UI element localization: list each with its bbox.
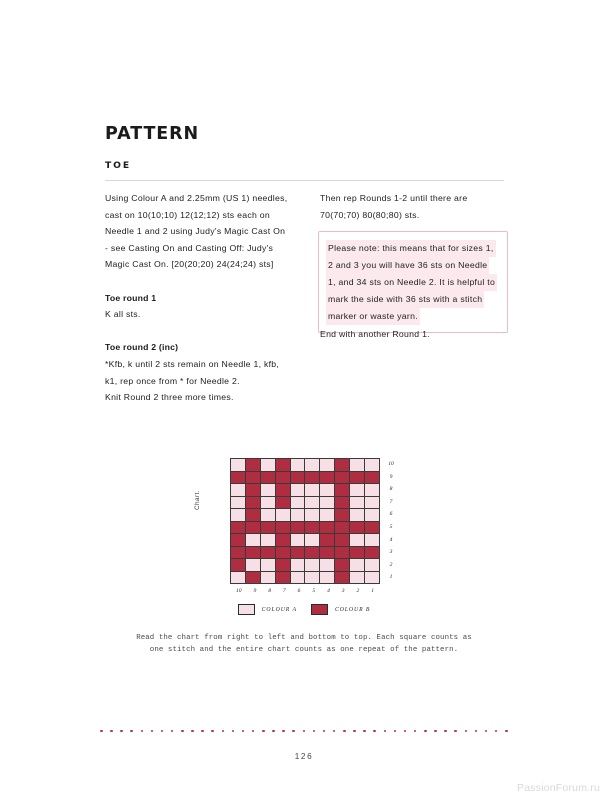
chart-cell xyxy=(365,472,379,484)
chart-cell xyxy=(335,572,349,584)
chart-cell xyxy=(261,522,275,534)
end-round-paragraph: End with another Round 1. xyxy=(320,329,430,339)
footer-dotted-divider xyxy=(100,729,508,733)
footer-dot xyxy=(252,730,255,733)
chart-cell xyxy=(231,497,245,509)
toe-round-2-heading: Toe round 2 (inc) xyxy=(105,342,179,353)
chart-row-number: 1 xyxy=(389,574,393,581)
footer-dot xyxy=(272,730,275,733)
legend-label-colour-a: COLOUR A xyxy=(261,606,297,613)
chart-cell xyxy=(350,534,364,546)
chart-cell xyxy=(231,559,245,571)
footer-dot xyxy=(110,730,113,733)
chart-cell xyxy=(246,509,260,521)
stitch-chart xyxy=(196,458,412,608)
chart-cell xyxy=(291,509,305,521)
chart-cell xyxy=(231,484,245,496)
footer-dot xyxy=(303,730,306,733)
chart-cell xyxy=(276,472,290,484)
chart-cell xyxy=(365,522,379,534)
chart-cell xyxy=(320,459,334,471)
chart-cell xyxy=(231,522,245,534)
chart-grid xyxy=(230,458,380,584)
footer-dot xyxy=(475,730,478,733)
chart-cell xyxy=(320,559,334,571)
footer-dot xyxy=(414,730,417,733)
chart-column-number: 3 xyxy=(341,588,345,595)
chart-column-number: 9 xyxy=(253,588,257,595)
chart-cell xyxy=(335,472,349,484)
section-heading-toe: TOE xyxy=(105,160,132,171)
footer-dot xyxy=(282,730,285,733)
chart-cell xyxy=(276,534,290,546)
chart-cell xyxy=(246,572,260,584)
chart-cell xyxy=(305,547,319,559)
toe-round-1-heading: Toe round 1 xyxy=(105,292,157,303)
chart-cell xyxy=(320,522,334,534)
left-text-column xyxy=(105,190,289,406)
end-round-paragraph-wrap xyxy=(320,326,504,343)
footer-dot xyxy=(353,730,356,733)
note-line: mark the side with 36 sts with a stitch xyxy=(326,291,484,308)
chart-cell xyxy=(276,559,290,571)
chart-cell xyxy=(350,522,364,534)
chart-row-number: 7 xyxy=(389,498,393,505)
legend-item-colour-a xyxy=(238,604,297,615)
chart-cell xyxy=(291,559,305,571)
chart-cell xyxy=(276,497,290,509)
chart-cell xyxy=(335,509,349,521)
chart-cell xyxy=(261,497,275,509)
chart-cell xyxy=(276,459,290,471)
chart-cell xyxy=(276,572,290,584)
footer-dot xyxy=(171,730,174,733)
chart-cell xyxy=(261,484,275,496)
chart-cell xyxy=(246,484,260,496)
footer-dot xyxy=(222,730,225,733)
chart-cell xyxy=(261,547,275,559)
legend-label-colour-b: COLOUR B xyxy=(334,606,371,613)
footer-dot xyxy=(384,730,387,733)
footer-dot xyxy=(151,730,154,733)
right-text-column xyxy=(320,190,504,223)
chart-cell xyxy=(365,497,379,509)
chart-cell xyxy=(231,459,245,471)
chart-cell xyxy=(350,497,364,509)
chart-cell xyxy=(320,547,334,559)
chart-row-number: 9 xyxy=(389,473,393,480)
footer-dot xyxy=(454,730,457,733)
footer-dot xyxy=(505,730,508,733)
chart-cell xyxy=(261,534,275,546)
chart-column-number: 4 xyxy=(327,588,330,595)
footer-dot xyxy=(444,730,447,733)
chart-cell xyxy=(246,547,260,559)
chart-cell xyxy=(261,559,275,571)
footer-dot xyxy=(232,730,235,733)
chart-axis-label: Chart. xyxy=(194,490,201,510)
chart-cell xyxy=(320,534,334,546)
footer-dot xyxy=(424,730,427,733)
chart-cell xyxy=(261,472,275,484)
toe-round-2-body: *Kfb, k until 2 sts remain on Needle 1, kfb, k1, rep once from * for Needle 2. xyxy=(105,358,280,386)
chart-cell xyxy=(350,459,364,471)
chart-cell xyxy=(291,572,305,584)
footer-dot xyxy=(313,730,316,733)
chart-cell xyxy=(276,522,290,534)
chart-row-number: 6 xyxy=(389,511,393,518)
page-number: 126 xyxy=(294,752,314,761)
chart-cell xyxy=(291,472,305,484)
footer-dot xyxy=(100,730,103,733)
chart-cell xyxy=(231,509,245,521)
chart-cell xyxy=(335,534,349,546)
chart-cell xyxy=(320,484,334,496)
chart-cell xyxy=(231,572,245,584)
chart-cell xyxy=(365,509,379,521)
note-line: marker or waste yarn. xyxy=(326,308,420,325)
footer-dot xyxy=(141,730,144,733)
chart-cell xyxy=(305,534,319,546)
chart-cell xyxy=(335,547,349,559)
chart-cell xyxy=(350,547,364,559)
toe-round-2-body-2: Knit Round 2 three more times. xyxy=(105,392,234,403)
footer-dot xyxy=(191,730,194,733)
chart-cell xyxy=(231,472,245,484)
chart-cell xyxy=(291,534,305,546)
chart-cell xyxy=(350,509,364,521)
chart-cell xyxy=(261,509,275,521)
footer-dot xyxy=(485,730,488,733)
chart-cell xyxy=(350,472,364,484)
chart-cell xyxy=(261,459,275,471)
colour-a-swatch-icon xyxy=(238,604,255,615)
colour-b-swatch-icon xyxy=(311,604,328,615)
footer-dot xyxy=(465,730,468,733)
heading-divider xyxy=(105,180,504,181)
page-title: PATTERN xyxy=(105,124,200,144)
toe-round-1-body: K all sts. xyxy=(105,309,141,320)
footer-dot xyxy=(211,730,214,733)
chart-cell xyxy=(335,522,349,534)
footer-dot xyxy=(292,730,295,733)
footer-dot xyxy=(161,730,164,733)
spacer xyxy=(105,323,289,340)
chart-cell xyxy=(276,547,290,559)
chart-cell xyxy=(291,522,305,534)
chart-cell xyxy=(276,509,290,521)
chart-caption: Read the chart from right to left and bottom to top. Each square counts as one stitch and the entire chart counts as one repeat of the pattern. xyxy=(136,634,472,654)
chart-column-number: 8 xyxy=(268,588,271,595)
footer-dot xyxy=(394,730,397,733)
footer-dot xyxy=(262,730,265,733)
chart-cell xyxy=(231,547,245,559)
chart-cell xyxy=(305,459,319,471)
chart-cell xyxy=(320,572,334,584)
chart-row-number: 4 xyxy=(389,536,393,543)
chart-row-number: 3 xyxy=(389,549,393,556)
chart-cell xyxy=(335,484,349,496)
chart-cell xyxy=(365,484,379,496)
note-line: Please note: this means that for sizes 1, xyxy=(326,240,496,257)
chart-row-number: 5 xyxy=(389,523,393,530)
footer-dot xyxy=(363,730,366,733)
footer-dot xyxy=(333,730,336,733)
chart-column-numbers xyxy=(230,585,380,598)
chart-cell xyxy=(335,459,349,471)
chart-cell xyxy=(350,484,364,496)
chart-cell xyxy=(365,559,379,571)
chart-cell xyxy=(335,497,349,509)
chart-row-number: 8 xyxy=(389,486,393,493)
chart-cell xyxy=(320,509,334,521)
chart-legend xyxy=(196,604,412,615)
please-note-box xyxy=(318,231,508,333)
footer-dot xyxy=(181,730,184,733)
chart-cell xyxy=(291,497,305,509)
chart-cell xyxy=(246,497,260,509)
chart-column-number: 7 xyxy=(282,588,286,595)
chart-row-number: 10 xyxy=(388,461,394,467)
chart-column-number: 10 xyxy=(235,588,242,595)
footer-dot xyxy=(495,730,498,733)
chart-cell xyxy=(365,534,379,546)
chart-row-numbers xyxy=(384,458,398,584)
chart-column-number: 5 xyxy=(312,588,316,595)
chart-cell xyxy=(246,559,260,571)
chart-cell xyxy=(246,534,260,546)
chart-cell xyxy=(305,472,319,484)
chart-cell xyxy=(365,459,379,471)
footer-dot xyxy=(373,730,376,733)
chart-cell xyxy=(305,572,319,584)
footer-dot xyxy=(242,730,245,733)
chart-cell xyxy=(305,484,319,496)
chart-column-number: 6 xyxy=(297,588,301,595)
chart-cell xyxy=(246,522,260,534)
footer-dot xyxy=(434,730,437,733)
chart-cell xyxy=(305,522,319,534)
watermark: PassionForum.ru xyxy=(517,782,600,794)
chart-column-number: 1 xyxy=(371,588,375,595)
chart-cell xyxy=(320,497,334,509)
chart-row-number: 2 xyxy=(389,561,393,568)
chart-cell xyxy=(246,459,260,471)
chart-cell xyxy=(350,572,364,584)
footer-dot xyxy=(404,730,407,733)
chart-cell xyxy=(335,559,349,571)
chart-cell xyxy=(261,572,275,584)
chart-cell xyxy=(291,459,305,471)
footer-dot xyxy=(201,730,204,733)
chart-cell xyxy=(365,547,379,559)
chart-cell xyxy=(305,559,319,571)
chart-cell xyxy=(320,472,334,484)
chart-cell xyxy=(365,572,379,584)
footer-dot xyxy=(130,730,133,733)
chart-cell xyxy=(291,484,305,496)
footer-dot xyxy=(323,730,326,733)
legend-item-colour-b xyxy=(311,604,370,615)
note-line: 2 and 3 you will have 36 sts on Needle xyxy=(326,257,489,274)
footer-dot xyxy=(120,730,123,733)
note-line: 1, and 34 sts on Needle 2. It is helpful to xyxy=(326,274,497,291)
chart-cell xyxy=(231,534,245,546)
footer-dot xyxy=(343,730,346,733)
chart-cell xyxy=(305,497,319,509)
chart-cell xyxy=(291,547,305,559)
chart-cell xyxy=(276,484,290,496)
chart-cell xyxy=(305,509,319,521)
chart-column-number: 2 xyxy=(356,588,360,595)
spacer xyxy=(105,273,289,290)
intro-paragraph: Using Colour A and 2.25mm (US 1) needles, cast on 10(10;10) 12(12;12) sts each on Needle 1 and 2 using Judy's Magic Cast On - see Casting On and Casting Off: Judy's Magic Cast On. [20(20;20) 24(24;24) sts] xyxy=(105,193,288,270)
repeat-rounds-paragraph: Then rep Rounds 1-2 until there are 70(70;70) 80(80;80) sts. xyxy=(320,193,468,220)
chart-cell xyxy=(246,472,260,484)
chart-cell xyxy=(350,559,364,571)
